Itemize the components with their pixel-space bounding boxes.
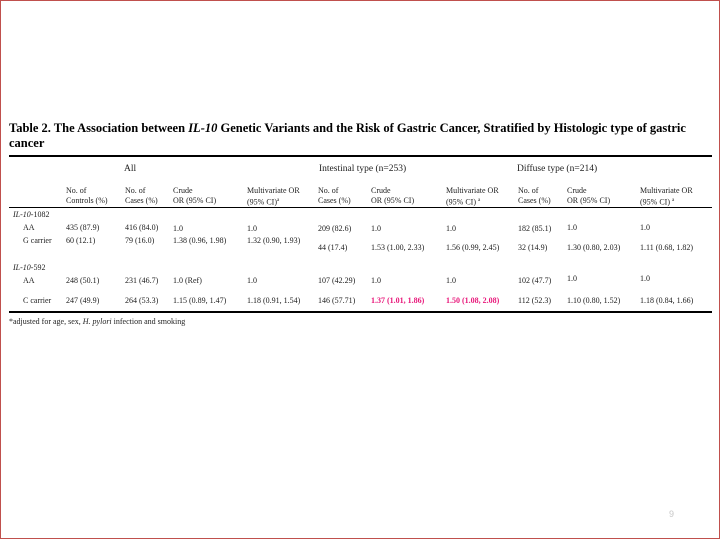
col-header-int-cases-2: Cases (%) [318, 196, 351, 205]
all-cases-aa-1082: 416 (84.0) [125, 223, 159, 232]
header-rule [9, 207, 712, 208]
col-header-controls-1: No. of [66, 186, 87, 195]
controls-aa-1082: 435 (87.9) [66, 223, 100, 232]
int-cases-c-carrier: 146 (57.71) [318, 296, 356, 305]
all-multi-aa-592: 1.0 [247, 276, 257, 285]
group-header-all: All [124, 164, 137, 174]
col-header-all-cases-1: No. of [125, 186, 146, 195]
genotype-aa-1082: AA [23, 223, 35, 232]
table-title-gene: IL-10 [188, 121, 218, 135]
col-header-all-crude-2: OR (95% CI) [173, 196, 217, 205]
col-header-all-multi-2: (95% CI)$^a$ [247, 197, 280, 207]
col-header-dif-crude-2: OR (95% CI) [567, 196, 611, 205]
all-crude-aa-592: 1.0 (Ref) [173, 276, 202, 285]
col-header-int-multi-1: Multivariate OR [446, 186, 499, 195]
col-header-int-cases-1: No. of [318, 186, 339, 195]
page-number: 9 [669, 509, 675, 519]
col-header-dif-multi-1: Multivariate OR [640, 186, 693, 195]
table-top-rule [9, 155, 712, 157]
controls-g-carrier: 60 (12.1) [66, 236, 96, 245]
int-crude-g-carrier: 1.53 (1.00, 2.33) [371, 243, 425, 252]
gene-label-592: IL-10-592 [13, 263, 46, 272]
all-multi-g-carrier: 1.32 (0.90, 1.93) [247, 236, 301, 245]
gene-label-1082: IL-10-1082 [13, 210, 50, 219]
col-header-int-crude-2: OR (95% CI) [371, 196, 415, 205]
table-bottom-rule [9, 311, 712, 313]
int-multi-g-carrier: 1.56 (0.99, 2.45) [446, 243, 500, 252]
dif-cases-aa-1082: 182 (85.1) [518, 224, 552, 233]
int-cases-aa-1082: 209 (82.6) [318, 224, 352, 233]
col-header-int-crude-1: Crude [371, 186, 391, 195]
table-title-suffix: Genetic Variants and the Risk of Gastric Cancer, Stratified by Histologic type of gastric cancer [9, 121, 686, 150]
int-cases-g-carrier: 44 (17.4) [318, 243, 348, 252]
dif-cases-c-carrier: 112 (52.3) [518, 296, 552, 305]
dif-multi-aa-1082: 1.0 [640, 223, 650, 232]
col-header-all-multi-1: Multivariate OR [247, 186, 300, 195]
controls-aa-592: 248 (50.1) [66, 276, 100, 285]
dif-crude-aa-592: 1.0 [567, 274, 577, 283]
col-header-dif-cases-1: No. of [518, 186, 539, 195]
int-multi-aa-1082: 1.0 [446, 224, 456, 233]
col-header-dif-multi-2: (95% CI) $^a$ [640, 197, 675, 207]
genotype-c-carrier: C carrier [23, 296, 52, 305]
all-cases-g-carrier: 79 (16.0) [125, 236, 155, 245]
dif-multi-g-carrier: 1.11 (0.68, 1.82) [640, 243, 694, 252]
dif-multi-aa-592: 1.0 [640, 274, 650, 283]
genotype-aa-592: AA [23, 276, 35, 285]
results-table [9, 155, 712, 315]
dif-crude-aa-1082: 1.0 [567, 223, 577, 232]
all-crude-g-carrier: 1.38 (0.96, 1.98) [173, 236, 227, 245]
col-header-all-cases-2: Cases (%) [125, 196, 158, 205]
all-cases-aa-592: 231 (46.7) [125, 276, 159, 285]
table-footnote: *adjusted for age, sex, H. pylori infection and smoking [9, 317, 186, 326]
col-header-controls-2: Controls (%) [66, 196, 108, 205]
dif-cases-aa-592: 102 (47.7) [518, 276, 552, 285]
table-title-prefix: Table 2. The Association between [9, 121, 189, 135]
controls-c-carrier: 247 (49.9) [66, 296, 100, 305]
genotype-g-carrier: G carrier [23, 236, 52, 245]
int-cases-aa-592: 107 (42.29) [318, 276, 356, 285]
all-multi-c-carrier: 1.18 (0.91, 1.54) [247, 296, 301, 305]
all-multi-aa-1082: 1.0 [247, 224, 257, 233]
col-header-dif-crude-1: Crude [567, 186, 587, 195]
all-crude-aa-1082: 1.0 [173, 224, 183, 233]
col-header-dif-cases-2: Cases (%) [518, 196, 551, 205]
int-multi-aa-592: 1.0 [446, 276, 456, 285]
dif-cases-g-carrier: 32 (14.9) [518, 243, 548, 252]
col-header-all-crude-1: Crude [173, 186, 193, 195]
dif-multi-c-carrier: 1.18 (0.84, 1.66) [640, 296, 694, 305]
int-crude-aa-592: 1.0 [371, 276, 381, 285]
int-crude-c-carrier-highlighted: 1.37 (1.01, 1.86) [371, 296, 425, 305]
table-title [9, 121, 699, 151]
int-crude-aa-1082: 1.0 [371, 224, 381, 233]
dif-crude-c-carrier: 1.10 (0.80, 1.52) [567, 296, 621, 305]
all-cases-c-carrier: 264 (53.3) [125, 296, 159, 305]
col-header-int-multi-2: (95% CI) $^a$ [446, 197, 481, 207]
group-header-diffuse: Diffuse type (n=214) [517, 164, 598, 174]
all-crude-c-carrier: 1.15 (0.89, 1.47) [173, 296, 227, 305]
dif-crude-g-carrier: 1.30 (0.80, 2.03) [567, 243, 621, 252]
group-header-intestinal: Intestinal type (n=253) [319, 164, 407, 174]
int-multi-c-carrier-highlighted: 1.50 (1.08, 2.08) [446, 296, 500, 305]
